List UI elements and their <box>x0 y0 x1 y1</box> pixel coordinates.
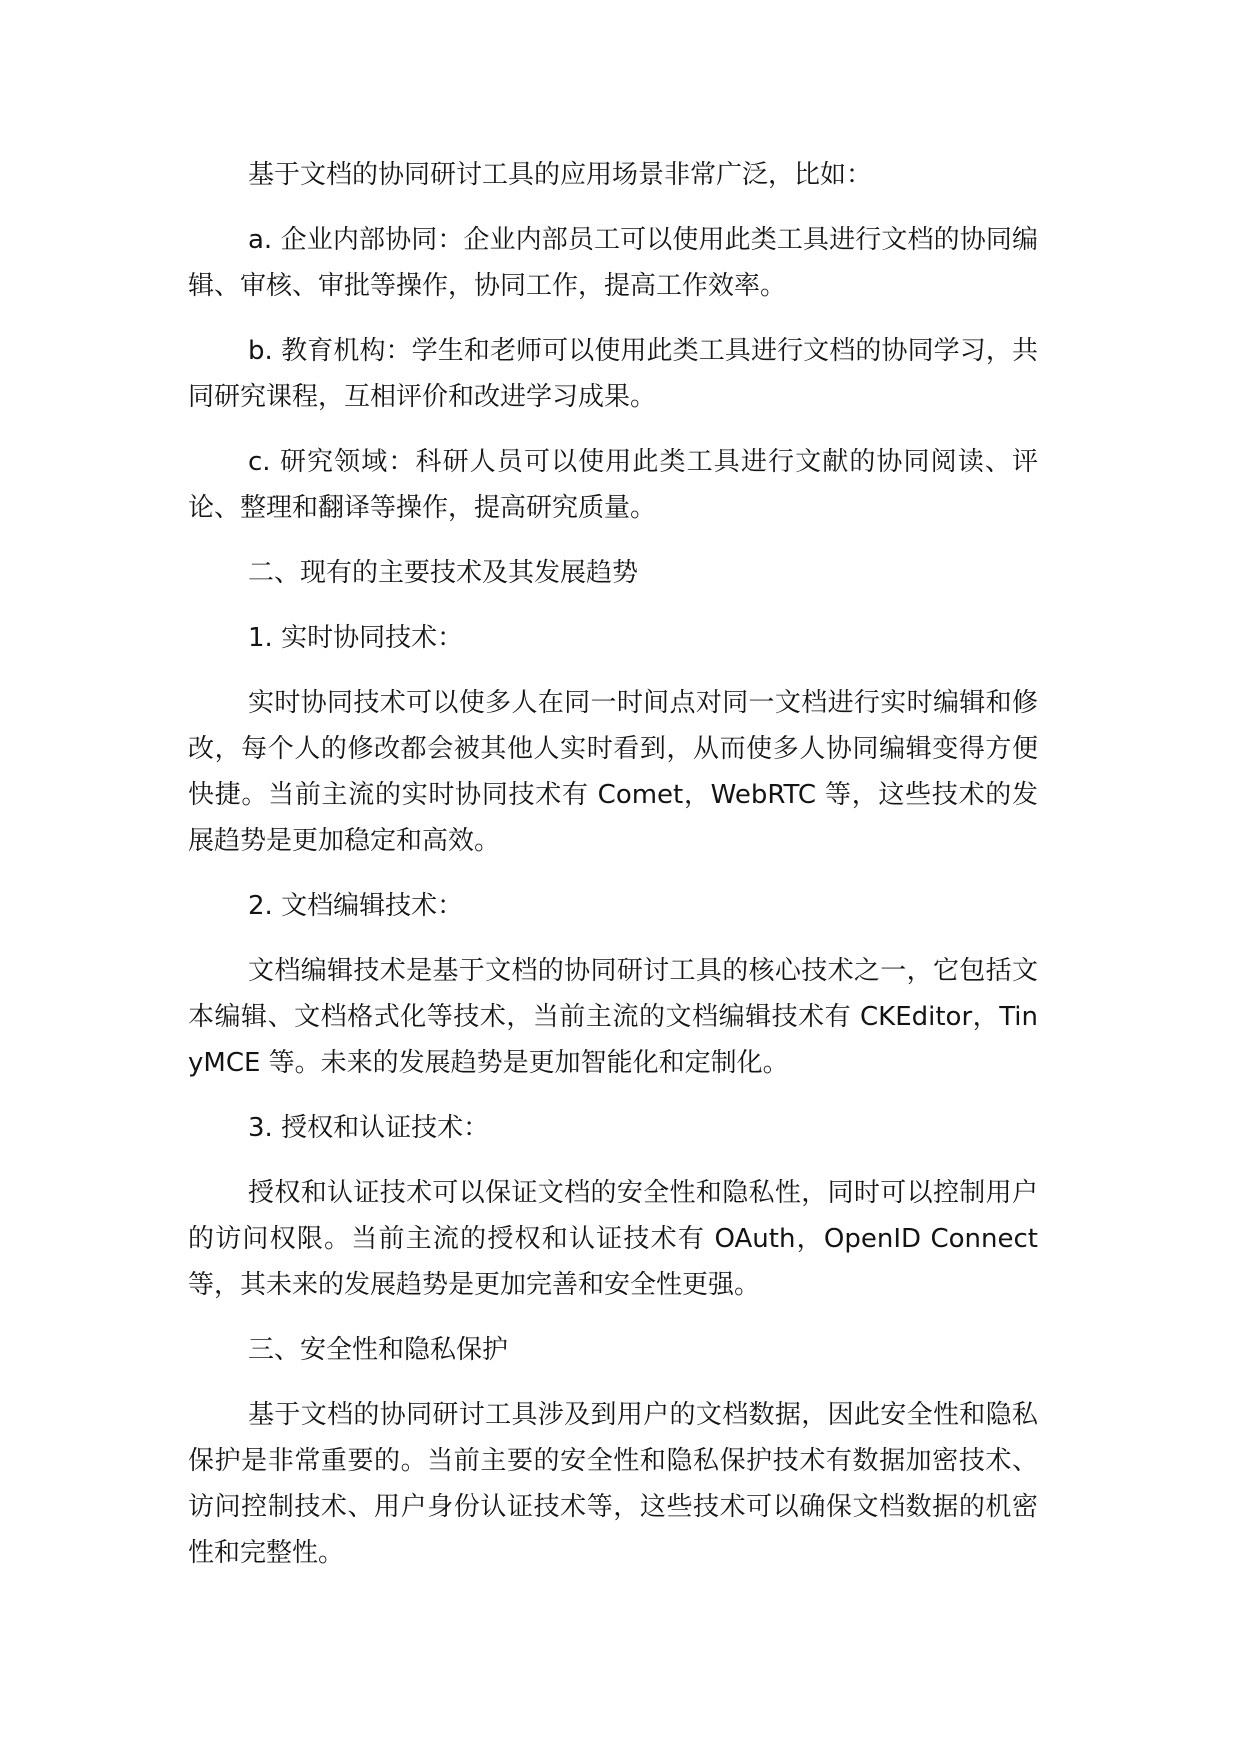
paragraph-item-b: b. 教育机构：学生和老师可以使用此类工具进行文档的协同学习，共同研究课程，互相评价和改进学习成果。 <box>188 336 1038 412</box>
paragraph-auth: 授权和认证技术可以保证文档的安全性和隐私性，同时可以控制用户的访问权限。当前主流的授权和认证技术有 OAuth，OpenID Connect 等，其未来的发展趋势是更加完善和安全性更强。 <box>188 1178 1038 1300</box>
paragraph-item-a: a. 企业内部协同：企业内部员工可以使用此类工具进行文档的协同编辑、审核、审批等操作，协同工作，提高工作效率。 <box>188 225 1038 301</box>
paragraph-item-c: c. 研究领域：科研人员可以使用此类工具进行文献的协同阅读、评论、整理和翻译等操作，提高研究质量。 <box>188 447 1038 523</box>
subheading-3: 3. 授权和认证技术： <box>248 1113 490 1143</box>
section-heading-2: 二、现有的主要技术及其发展趋势 <box>248 558 639 588</box>
paragraph-intro: 基于文档的协同研讨工具的应用场景非常广泛，比如： <box>248 160 873 190</box>
paragraph-doc-editing: 文档编辑技术是基于文档的协同研讨工具的核心技术之一，它包括文本编辑、文档格式化等技术，当前主流的文档编辑技术有 CKEditor，TinyMCE 等。未来的发展趋势是更加智能化和定制化。 <box>188 956 1038 1078</box>
section-heading-3: 三、安全性和隐私保护 <box>248 1335 509 1365</box>
subheading-1: 1. 实时协同技术： <box>248 623 464 653</box>
paragraph-realtime-collab: 实时协同技术可以使多人在同一时间点对同一文档进行实时编辑和修改，每个人的修改都会被其他人实时看到，从而使多人协同编辑变得方便快捷。当前主流的实时协同技术有 Comet，WebRTC 等，这些技术的发展趋势是更加稳定和高效。 <box>188 688 1038 856</box>
paragraph-security: 基于文档的协同研讨工具涉及到用户的文档数据，因此安全性和隐私保护是非常重要的。当前主要的安全性和隐私保护技术有数据加密技术、访问控制技术、用户身份认证技术等，这些技术可以确保文档数据的机密性和完整性。 <box>188 1400 1038 1568</box>
document-body <box>188 152 1038 1595</box>
subheading-2: 2. 文档编辑技术： <box>248 891 464 921</box>
